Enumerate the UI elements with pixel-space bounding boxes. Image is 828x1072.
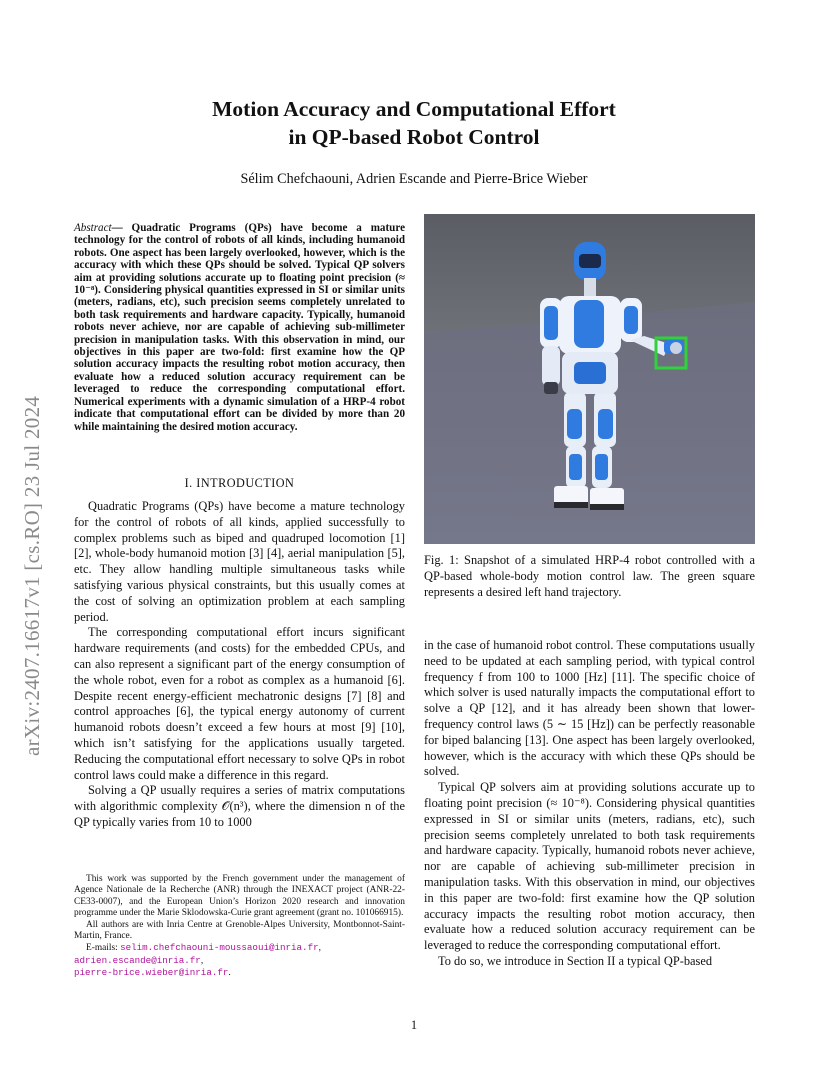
email-link-3[interactable]: pierre-brice.wieber@inria.fr <box>74 967 229 979</box>
footnote-affiliation: All authors are with Inria Centre at Grenoble-Alpes University, Montbonnot-Saint-Martin, France. <box>74 919 405 942</box>
paragraph: Typical QP solvers aim at providing solutions accurate up to floating point precision (≈ 10⁻⁸). Considering physical quantities expressed in SI or similar units (meters, radians, etc), such precision seems completely unrelated to both task requirements and hardware capacity. Typically, humanoid robots never achieve, nor are capable of achieving sub-millimeter precision in manipulation tasks. With this observation in mind, our objectives in this paper are two-fold: first examine how the QP solution accuracy impacts the resulting robot motion accuracy, then evaluate how a reduced solution accuracy requirement can be leveraged to reduce the corresponding computational effort. <box>424 780 755 953</box>
paragraph: The corresponding computational effort incurs significant hardware requirements (and costs) for the embedded CPUs, and can also represent a significant part of the energy consumption of the whole robot, even for a robot as complex as a humanoid [6]. Despite recent energy-efficient mechatronic designs [7] [8] and control approaches [6], the typical energy autonomy of current humanoid robots doesn’t exceed a few hours at most [9] [10], which isn’t satisfying for the applications usually targeted. Reducing the computational effort necessary to solve QPs in robot control laws could make a difference in this regard. <box>74 625 405 782</box>
footnote-funding: This work was supported by the French government under the management of Agence Nationale de la Recherche (ANR) through the INEXACT project (ANR-22-CE33-0007), and the European Union’s Horizon 2020 research and innovation programme under the Marie Sklodowska-Curie grant agreement (grant no. 101066915). <box>74 874 405 919</box>
left-column-body <box>74 499 405 831</box>
figure-caption: Fig. 1: Snapshot of a simulated HRP-4 robot controlled with a QP-based whole-body motion control law. The green square represents a desired left hand trajectory. <box>424 553 755 599</box>
figure-robot-snapshot <box>424 214 755 544</box>
abstract-label: Abstract <box>74 222 112 234</box>
author-list: Sélim Chefchaouni, Adrien Escande and Pierre-Brice Wieber <box>240 171 588 187</box>
paragraph: in the case of humanoid robot control. These computations usually need to be updated at each sampling period, with typical control frequency f from 100 to 1000 [Hz] [11]. The specific choice of which solver is used naturally impacts the computational effort to solve a QP [12], and it has already been shown that lower-frequency control laws (5 ∼ 15 [Hz]) can be perfectly reasonable for biped balancing [13]. One aspect has been largely overlooked, however, which is the accuracy with which these QPs should be solved. <box>424 638 755 779</box>
abstract-text: — Quadratic Programs (QPs) have become a mature technology for the control of robots of all kinds, including humanoid robots. One aspect has been largely overlooked, however, which is the accuracy with which these QPs should be solved. Typical QP solvers aim at providing solutions accurate up to floating point precision (≈ 10⁻⁸). Considering physical quantities expressed in SI or similar units (meters, radians, etc), such precision seems completely unrelated to both task requirements and hardware capacity. Typically, humanoid robots never achieve, nor are capable of achieving sub-millimeter precision in manipulation tasks. With this observation in mind, our objectives in this paper are two-fold: first examine how the QP solution accuracy impacts the resulting robot motion accuracy, then evaluate how a reduced solution accuracy requirement can be leveraged to reduce the corresponding computational effort. Numerical experiments with a dynamic simulation of a HRP-4 robot indicate that computational effort can be divided by more than 20 while maintaining the desired motion accuracy. <box>74 222 405 433</box>
email-link-1[interactable]: selim.chefchaouni-moussaoui@inria.fr <box>120 942 319 954</box>
footnote-emails: E-mails: selim.chefchaouni-moussaoui@inria.fr, adrien.escande@inria.fr, pierre-brice.wieber@inria.fr. <box>74 942 321 979</box>
emails-label: E-mails: <box>86 943 118 954</box>
title-line-1: Motion Accuracy and Computational Effort <box>212 97 616 121</box>
paragraph: Quadratic Programs (QPs) have become a mature technology for the control of robots of all kinds, applied successfully to complex problems such as biped and quadruped locomotion [1] [2], whole-body humanoid motion [3] [4], aerial manipulation [5], etc. They allow handling multiple simultaneous tasks while satisfying various physical constraints, but this usually comes at the cost of solving an optimization problem at each sampling period. <box>74 499 405 624</box>
paragraph: Solving a QP usually requires a series of matrix computations with algorithmic complexity 𝒪(n³), where the dimension n of the QP typically varies from 10 to 1000 <box>74 783 405 829</box>
paper-title <box>120 95 708 151</box>
paragraph: To do so, we introduce in Section II a typical QP-based <box>438 953 713 968</box>
page-number: 1 <box>410 1018 418 1032</box>
title-line-2: in QP-based Robot Control <box>288 125 540 149</box>
email-link-2[interactable]: adrien.escande@inria.fr <box>74 954 201 966</box>
footnote <box>74 874 405 980</box>
right-column-body <box>424 638 755 970</box>
robot-illustration <box>424 214 755 544</box>
section-heading-introduction: I. INTRODUCTION <box>184 476 295 490</box>
arxiv-identifier: arXiv:2407.16617v1 [cs.RO] 23 Jul 2024 <box>20 395 44 756</box>
abstract <box>74 222 405 433</box>
